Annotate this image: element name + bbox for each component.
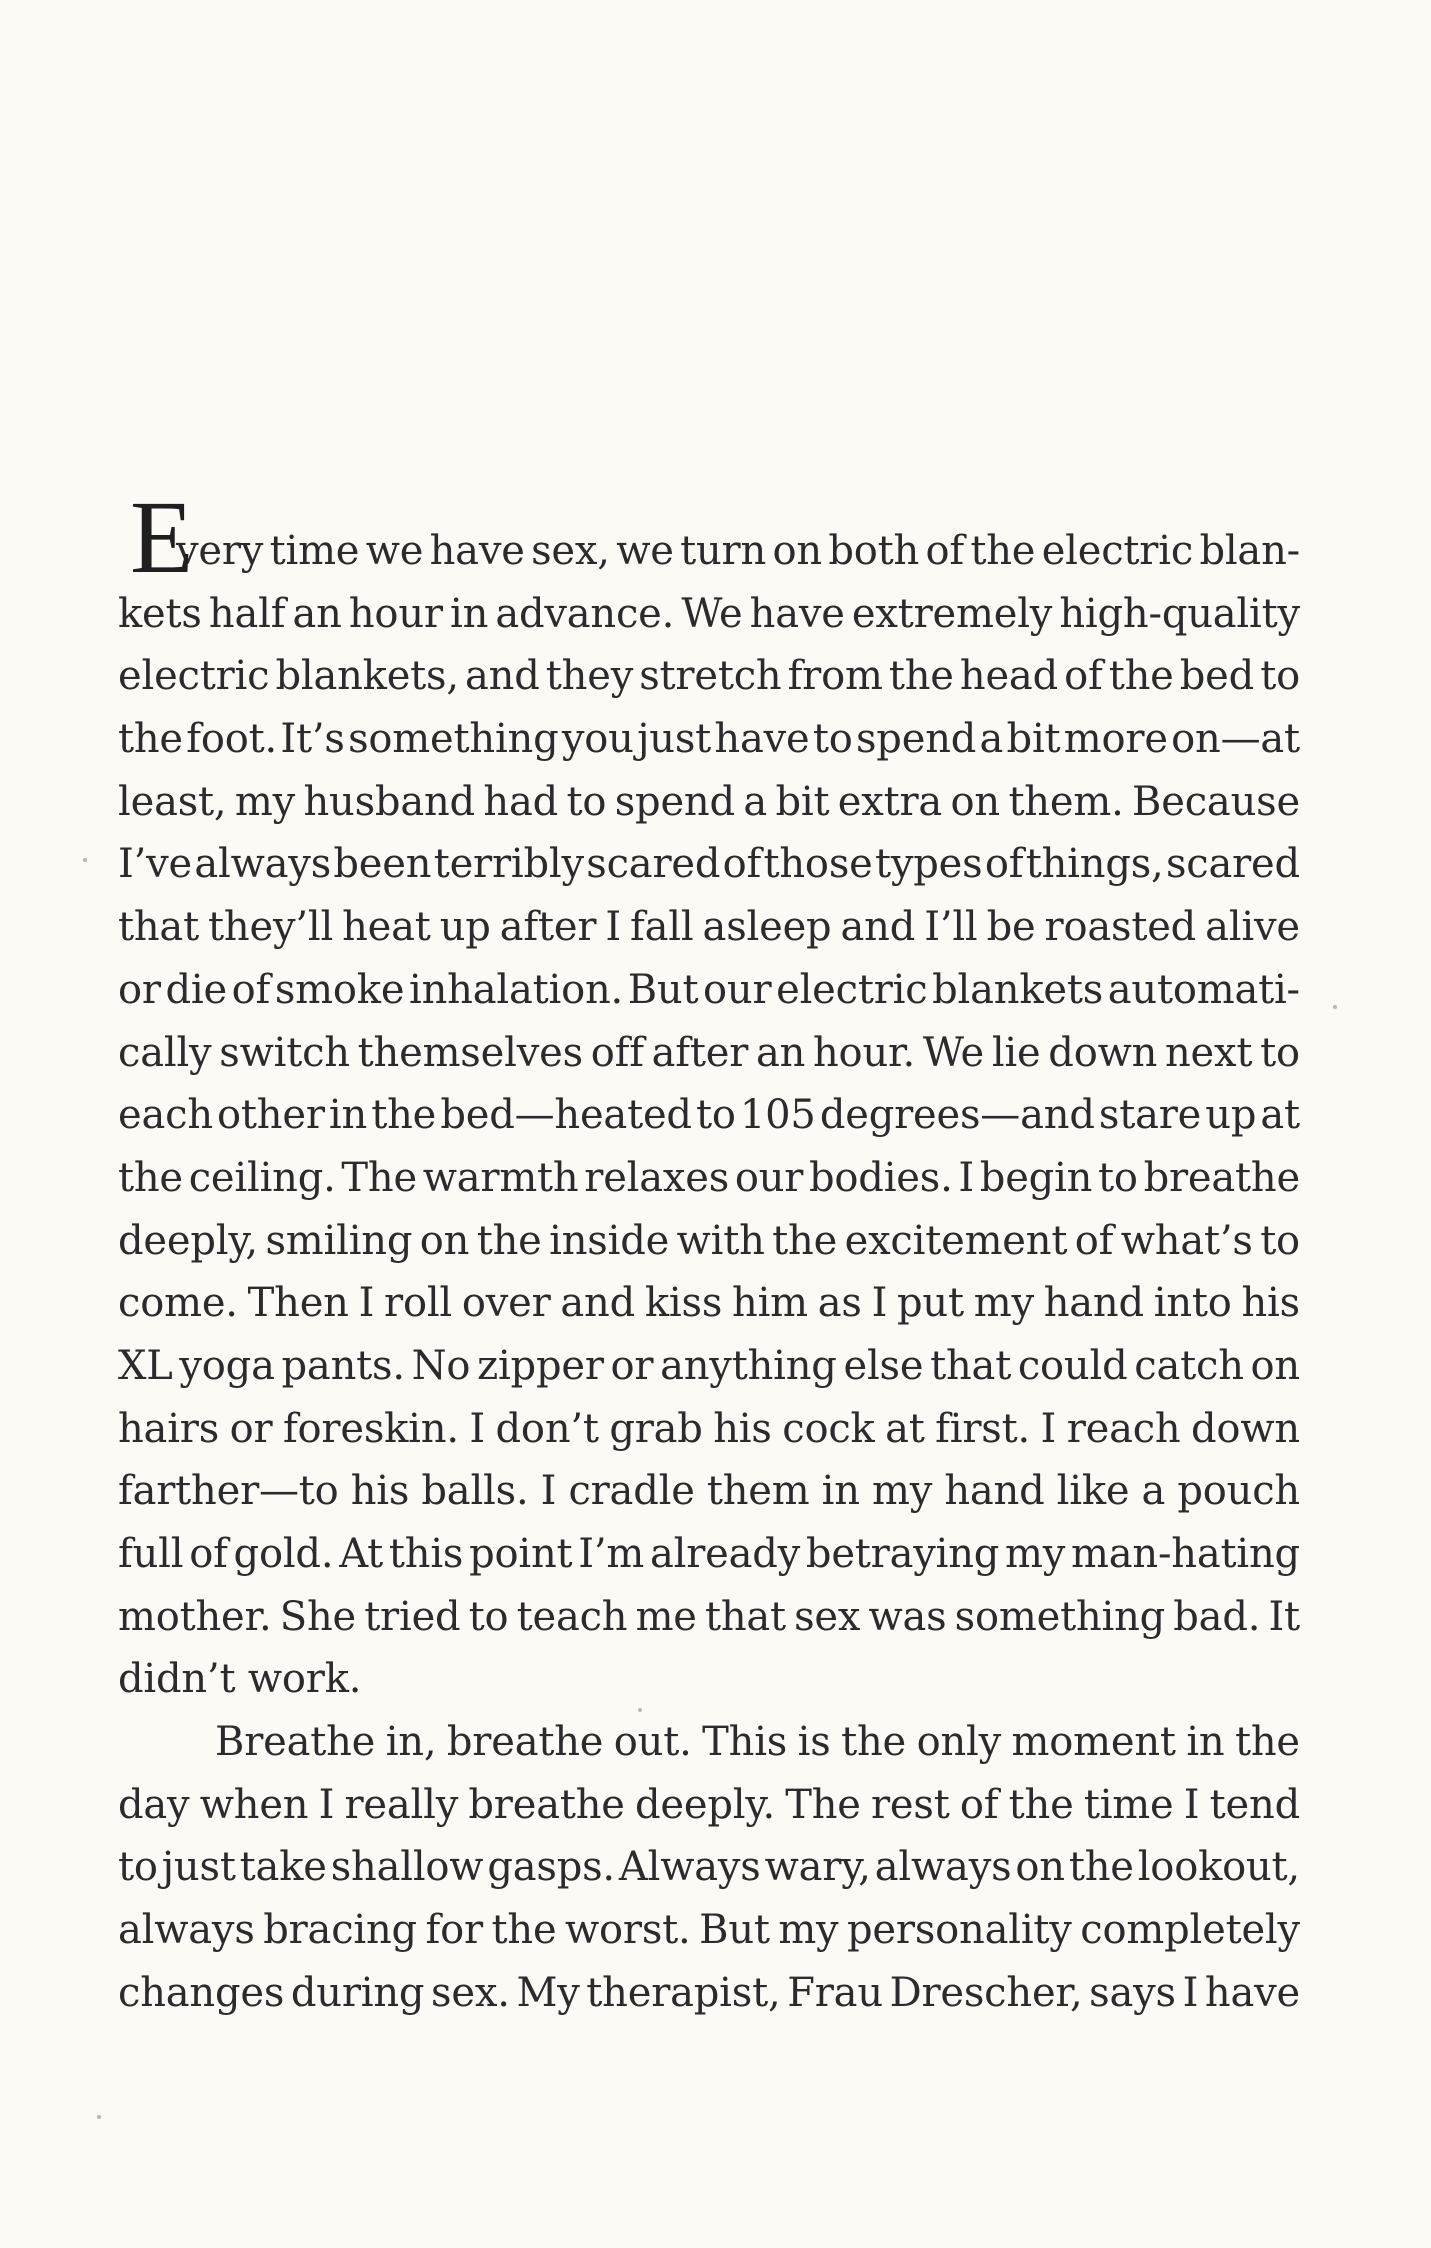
- word: of: [959, 1781, 999, 1828]
- text-line: [118, 708, 1300, 771]
- word: scared: [1165, 841, 1300, 888]
- word: to: [1260, 653, 1300, 700]
- word: hand: [1043, 1280, 1144, 1327]
- word: shallow: [330, 1844, 484, 1891]
- word: our: [703, 966, 772, 1013]
- word: hairs: [118, 1405, 220, 1452]
- body-text: [118, 480, 1300, 2025]
- word: tend: [1209, 1781, 1300, 1828]
- word: they’ll: [208, 904, 334, 951]
- word: me: [635, 1593, 697, 1640]
- word: mother.: [118, 1593, 272, 1640]
- word: The: [341, 1154, 417, 1201]
- word: I’m: [578, 1531, 645, 1577]
- text-line: [118, 1586, 1300, 1649]
- word: time: [269, 528, 360, 574]
- word: This: [702, 1719, 788, 1766]
- word: a: [743, 778, 768, 825]
- word: be: [986, 904, 1036, 951]
- word: kets: [118, 590, 202, 637]
- word: other: [217, 1092, 325, 1139]
- word: anything: [660, 1342, 837, 1389]
- word: die: [165, 966, 227, 1013]
- word: the: [970, 528, 1036, 574]
- paper-speck: [83, 858, 87, 862]
- word: worst.: [565, 1907, 691, 1954]
- word: husband: [303, 778, 475, 825]
- word: the: [841, 1719, 907, 1766]
- word: the: [118, 716, 183, 763]
- word: in,: [385, 1719, 437, 1766]
- word: after: [499, 904, 597, 951]
- word: his: [713, 1405, 772, 1452]
- word: on: [950, 778, 1000, 825]
- word: roasted: [1044, 904, 1197, 951]
- word: Frau: [787, 1969, 883, 2016]
- word: stretch: [639, 653, 782, 700]
- word: on—at: [1171, 716, 1300, 763]
- word: bed: [1179, 653, 1255, 700]
- word: very: [176, 528, 264, 574]
- word: deeply,: [118, 1217, 258, 1264]
- word: just: [637, 716, 712, 763]
- text-line: [118, 1836, 1300, 1899]
- word: on: [772, 528, 822, 574]
- word: was: [868, 1593, 947, 1640]
- word: half: [208, 590, 286, 637]
- word: sex.: [431, 1969, 510, 2016]
- text-line: [118, 833, 1300, 896]
- word: alive: [1205, 904, 1300, 951]
- word: We: [681, 590, 743, 637]
- word: else: [843, 1342, 924, 1389]
- word: I: [318, 1781, 335, 1828]
- word: yoga: [179, 1342, 275, 1389]
- word: full: [118, 1531, 184, 1577]
- text-line: [118, 645, 1300, 708]
- word: relaxes: [584, 1154, 730, 1201]
- word: Then: [247, 1280, 349, 1327]
- word: to: [812, 716, 853, 763]
- word: the: [1068, 1844, 1134, 1891]
- word: over: [461, 1280, 551, 1327]
- word: into: [1153, 1280, 1232, 1327]
- word: in: [328, 1092, 368, 1139]
- word: lookout,: [1137, 1844, 1300, 1891]
- word: turn: [680, 528, 767, 574]
- word: always: [874, 1844, 1012, 1891]
- word: electric: [118, 653, 270, 700]
- word: that: [704, 1593, 786, 1640]
- word: wary,: [764, 1844, 871, 1891]
- word: our: [734, 1154, 804, 1201]
- word: to: [696, 1092, 736, 1139]
- text-line: [118, 480, 1300, 595]
- word: farther—to: [118, 1468, 339, 1515]
- word: XL: [118, 1342, 173, 1389]
- word: of: [1074, 1217, 1114, 1264]
- word: my: [872, 1468, 933, 1515]
- word: them: [706, 1468, 810, 1515]
- word: is: [797, 1719, 831, 1766]
- word: next: [1165, 1029, 1253, 1076]
- word: have: [749, 590, 845, 637]
- word: ceiling.: [188, 1154, 336, 1201]
- word: my: [973, 1280, 1034, 1327]
- word: the: [1108, 653, 1174, 700]
- word: reach: [1066, 1405, 1181, 1452]
- word: pouch: [1177, 1468, 1300, 1515]
- word: cally: [118, 1029, 212, 1076]
- word: fall: [630, 904, 694, 951]
- word: something: [348, 716, 559, 763]
- text-line: [118, 1962, 1300, 2025]
- word: we: [616, 528, 674, 574]
- word: my: [778, 1907, 839, 1954]
- word: blankets,: [275, 653, 459, 700]
- word: But: [699, 1907, 770, 1954]
- word: on: [419, 1217, 470, 1264]
- word: I: [1182, 1969, 1199, 2016]
- word: changes: [118, 1969, 285, 2016]
- word: and: [560, 1280, 636, 1327]
- word: Breathe: [215, 1719, 376, 1766]
- word: breathe: [1143, 1154, 1300, 1201]
- word: the: [888, 653, 954, 700]
- word: during: [290, 1969, 425, 2016]
- word: personality: [847, 1907, 1072, 1954]
- word: the: [491, 1907, 557, 1954]
- word: I: [1040, 1405, 1057, 1452]
- word: his: [350, 1468, 410, 1515]
- word: as: [817, 1280, 862, 1327]
- word: or: [229, 1405, 273, 1452]
- word: bit: [775, 778, 830, 825]
- word: man-hating: [1071, 1531, 1300, 1577]
- word: says: [1089, 1969, 1176, 2016]
- word: my: [234, 778, 296, 825]
- word: heat: [342, 904, 431, 951]
- word: could: [1017, 1342, 1128, 1389]
- word: spend: [855, 716, 977, 763]
- word: teach: [516, 1593, 628, 1640]
- paper-speck: [97, 2115, 101, 2119]
- word: betraying: [805, 1531, 1000, 1577]
- text-line: [118, 1774, 1300, 1837]
- word: up: [1205, 1092, 1257, 1139]
- word: smiling: [265, 1217, 413, 1264]
- word: them.: [1008, 778, 1124, 825]
- word: spend: [614, 778, 735, 825]
- word: completely: [1080, 1907, 1300, 1954]
- text-line: [118, 1147, 1300, 1210]
- text-line: [118, 959, 1300, 1022]
- word: each: [118, 1092, 213, 1139]
- word: something: [954, 1593, 1166, 1640]
- word: I: [540, 1468, 557, 1515]
- word: sex,: [531, 528, 610, 574]
- word: balls.: [421, 1468, 529, 1515]
- text-line: [118, 1523, 1300, 1586]
- word: breathe: [446, 1719, 604, 1766]
- word: the: [1235, 1719, 1300, 1766]
- word: been: [333, 841, 432, 888]
- word: sex: [794, 1593, 861, 1640]
- word: bracing: [263, 1907, 417, 1954]
- word: switch: [219, 1029, 350, 1076]
- word: out.: [613, 1719, 692, 1766]
- word: down: [1048, 1029, 1158, 1076]
- word: I: [358, 1280, 375, 1327]
- word: automati-: [1107, 966, 1300, 1013]
- word: themselves: [357, 1029, 583, 1076]
- word: inhalation.: [409, 966, 624, 1013]
- word: and: [840, 904, 916, 951]
- word: At: [339, 1531, 384, 1577]
- word: at: [1260, 1092, 1300, 1139]
- word: I: [605, 904, 621, 951]
- word: both: [828, 528, 920, 574]
- word: with: [676, 1217, 765, 1264]
- word: bed—heated: [440, 1092, 692, 1139]
- word: in: [1186, 1719, 1225, 1766]
- word: more: [1063, 716, 1168, 763]
- text-line: [118, 771, 1300, 834]
- word: gasps.: [487, 1844, 615, 1891]
- word: stare: [1098, 1092, 1202, 1139]
- text-line: [118, 896, 1300, 959]
- word: already: [649, 1531, 801, 1577]
- word: of: [189, 1531, 228, 1577]
- word: head: [959, 653, 1058, 700]
- word: electric: [776, 966, 928, 1013]
- word: up: [439, 904, 491, 951]
- word: in: [821, 1468, 860, 1515]
- drop-cap: E: [130, 480, 194, 595]
- word: asleep: [702, 904, 832, 951]
- word: they: [545, 653, 634, 700]
- paper-speck: [1333, 1005, 1337, 1009]
- word: when: [199, 1781, 309, 1828]
- word: to: [566, 778, 607, 825]
- word: foot.: [186, 716, 278, 763]
- word: cradle: [568, 1468, 695, 1515]
- word: I: [871, 1280, 888, 1327]
- word: to: [468, 1593, 509, 1640]
- word: only: [916, 1719, 1001, 1766]
- word: off: [590, 1029, 644, 1076]
- word: to: [1260, 1029, 1300, 1076]
- word: point: [469, 1531, 573, 1577]
- word: of: [231, 966, 271, 1013]
- text-line: [118, 1084, 1300, 1147]
- word: extra: [837, 778, 943, 825]
- text-line: [118, 1022, 1300, 1085]
- word: in: [449, 590, 489, 637]
- word: a: [1141, 1468, 1166, 1515]
- word: 105: [739, 1092, 816, 1139]
- word: time: [1083, 1781, 1174, 1828]
- word: have: [429, 528, 525, 574]
- word: grab: [609, 1405, 703, 1452]
- word: a: [979, 716, 1004, 763]
- word: his: [1241, 1280, 1300, 1327]
- word: blankets: [932, 966, 1104, 1013]
- word: the: [1008, 1781, 1074, 1828]
- word: zipper: [477, 1342, 604, 1389]
- word: pants.: [281, 1342, 405, 1389]
- word: have: [1204, 1969, 1300, 2016]
- word: catch: [1134, 1342, 1244, 1389]
- word: extremely: [851, 590, 1053, 637]
- word: deeply.: [635, 1781, 775, 1828]
- word: come.: [118, 1280, 238, 1327]
- word: that: [118, 904, 199, 951]
- text-line: [118, 1272, 1300, 1335]
- word: day: [118, 1781, 190, 1828]
- word: to: [1098, 1154, 1138, 1201]
- word: hand: [944, 1468, 1045, 1515]
- word: of: [984, 841, 1024, 888]
- line-text: didn’t work.: [118, 1656, 362, 1703]
- word: of: [1064, 653, 1103, 700]
- word: types: [875, 841, 983, 888]
- word: really: [344, 1781, 459, 1828]
- word: degrees—and: [819, 1092, 1095, 1139]
- word: take: [239, 1844, 327, 1891]
- text-line: [118, 583, 1300, 646]
- word: kiss: [644, 1280, 723, 1327]
- word: I: [1183, 1781, 1200, 1828]
- word: It: [1268, 1593, 1300, 1640]
- word: like: [1056, 1468, 1130, 1515]
- word: I: [469, 1405, 485, 1452]
- word: cock: [782, 1405, 875, 1452]
- word: rest: [871, 1781, 950, 1828]
- word: those: [763, 841, 873, 888]
- word: my: [1005, 1531, 1066, 1577]
- word: terribly: [433, 841, 584, 888]
- text-line: [118, 1711, 1300, 1774]
- word: bodies.: [809, 1154, 953, 1201]
- word: advance.: [495, 590, 675, 637]
- word: an: [292, 590, 342, 637]
- word: to: [1260, 1217, 1300, 1264]
- word: the: [772, 1217, 838, 1264]
- word: the: [371, 1092, 437, 1139]
- word: first.: [935, 1405, 1031, 1452]
- word: breathe: [468, 1781, 625, 1828]
- word: the: [118, 1154, 183, 1201]
- word: what’s: [1120, 1217, 1253, 1264]
- word: down: [1191, 1405, 1300, 1452]
- word: bit: [1006, 716, 1061, 763]
- word: Drescher,: [889, 1969, 1083, 2016]
- word: this: [388, 1531, 464, 1577]
- word: things,: [1025, 841, 1164, 888]
- word: Because: [1132, 778, 1300, 825]
- word: begin: [979, 1154, 1093, 1201]
- word: of: [722, 841, 762, 888]
- text-line: [118, 1335, 1300, 1398]
- word: put: [897, 1280, 964, 1327]
- word: and: [465, 653, 540, 700]
- text-line: [118, 1899, 1300, 1962]
- word: on: [1250, 1342, 1300, 1389]
- word: hour: [348, 590, 443, 637]
- word: always: [118, 1907, 255, 1954]
- word: She: [279, 1593, 356, 1640]
- word: had: [483, 778, 559, 825]
- word: to: [118, 1844, 158, 1891]
- word: smoke: [274, 966, 405, 1013]
- word: excitement: [844, 1217, 1068, 1264]
- word: the: [476, 1217, 542, 1264]
- word: warmth: [422, 1154, 579, 1201]
- word: But: [627, 966, 699, 1013]
- word: after: [651, 1029, 749, 1076]
- word: don’t: [495, 1405, 599, 1452]
- text-line: [118, 1460, 1300, 1523]
- word: high-quality: [1059, 590, 1300, 637]
- word: or: [118, 966, 161, 1013]
- word: you: [561, 716, 634, 763]
- word: for: [425, 1907, 483, 1954]
- word: gold.: [233, 1531, 334, 1577]
- word: electric: [1041, 528, 1194, 574]
- word: We: [922, 1029, 984, 1076]
- word: an: [755, 1029, 806, 1076]
- word: moment: [1011, 1719, 1176, 1766]
- word: on: [1015, 1844, 1065, 1891]
- word: I: [958, 1154, 975, 1201]
- word: lie: [991, 1029, 1041, 1076]
- word: No: [411, 1342, 471, 1389]
- word: My: [516, 1969, 580, 2016]
- word: him: [732, 1280, 808, 1327]
- word: we: [365, 528, 424, 574]
- word: hour.: [813, 1029, 916, 1076]
- word: bad.: [1173, 1593, 1261, 1640]
- word: I’ve: [118, 841, 192, 888]
- word: always: [194, 841, 332, 888]
- word: therapist,: [586, 1969, 781, 2016]
- word: at: [885, 1405, 925, 1452]
- word: Always: [618, 1844, 761, 1891]
- text-line: [118, 1648, 1300, 1711]
- word: tried: [364, 1593, 461, 1640]
- word: from: [787, 653, 883, 700]
- word: or: [610, 1342, 654, 1389]
- word: It’s: [280, 716, 345, 763]
- word: have: [714, 716, 810, 763]
- word: roll: [384, 1280, 453, 1327]
- word: that: [930, 1342, 1012, 1389]
- text-line: [118, 1210, 1300, 1273]
- word: blan-: [1199, 528, 1300, 574]
- word: foreskin.: [282, 1405, 459, 1452]
- word: just: [161, 1844, 236, 1891]
- word: least,: [118, 778, 227, 825]
- word: of: [925, 528, 964, 574]
- word: inside: [549, 1217, 670, 1264]
- word: The: [785, 1781, 861, 1828]
- text-line: [118, 1398, 1300, 1461]
- word: I’ll: [924, 904, 978, 951]
- word: scared: [586, 841, 721, 888]
